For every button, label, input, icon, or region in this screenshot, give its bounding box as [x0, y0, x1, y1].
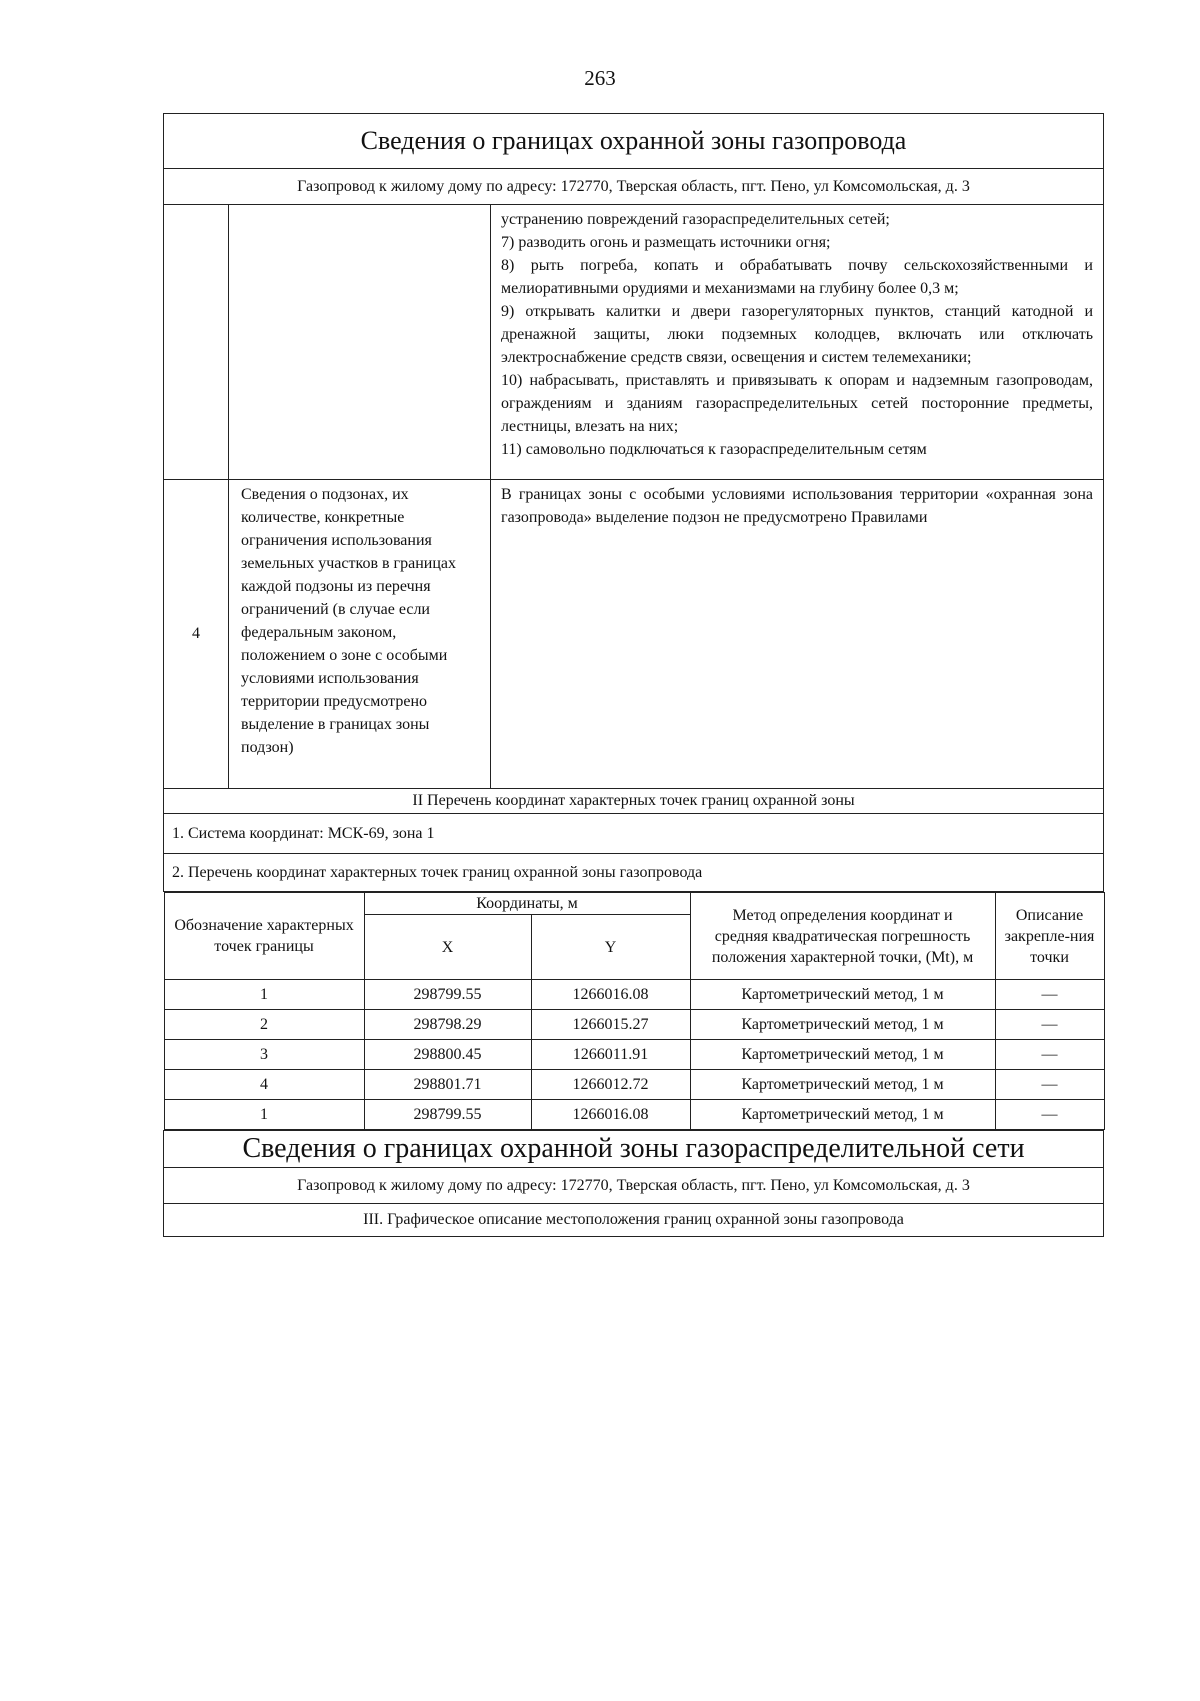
coordinates-table: [164, 892, 1105, 1130]
method: Картометрический метод, 1 м: [690, 1040, 995, 1070]
point-id: 3: [164, 1040, 364, 1070]
point-id: 1: [164, 1100, 364, 1130]
coord-y: 1266016.08: [531, 1100, 690, 1130]
restriction-item-8: 8) рыть погреба, копать и обрабатывать почву сельскохозяйственными и мелиоративными орудиями и механизмами на глубину более 0,3 м;: [501, 257, 1093, 297]
coords-table-wrapper: [164, 892, 1104, 1131]
row-name: Сведения о подзонах, их количестве, конкретные ограничения использования земельных участков в границах каждой подзоны из перечня ограничений (в случае если федеральным законом, положением о зоне с особыми условиями использования территории предусмотрено выделение в границах зоны подзон): [229, 480, 491, 789]
section-3-title: III. Графическое описание местоположения границ охранной зоны газопровода: [164, 1204, 1104, 1237]
row-value: В границах зоны с особыми условиями использования территории «охранная зона газопровода» выделение подзон не предусмотрено Правилами: [491, 480, 1104, 789]
method: Картометрический метод, 1 м: [690, 1070, 995, 1100]
coordinates-list-title: 2. Перечень координат характерных точек границ охранной зоны газопровода: [164, 854, 1104, 892]
col-header-x: X: [364, 915, 531, 980]
point-id: 4: [164, 1070, 364, 1100]
network-zone-address: Газопровод к жилому дому по адресу: 172770, Тверская область, пгт. Пено, ул Комсомольская, д. 3: [164, 1168, 1104, 1204]
table-row: [164, 1070, 1104, 1100]
coord-x: 298801.71: [364, 1070, 531, 1100]
restriction-text-line: устранению повреждений газораспределительных сетей;: [501, 211, 890, 228]
coord-y: 1266012.72: [531, 1070, 690, 1100]
col-header-description: Описание закрепле-ния точки: [995, 893, 1104, 980]
col-header-y: Y: [531, 915, 690, 980]
restriction-item-7: 7) разводить огонь и размещать источники огня;: [501, 234, 831, 251]
table-row: [164, 1010, 1104, 1040]
network-zone-title: Сведения о границах охранной зоны газораспределительной сети: [164, 1131, 1104, 1168]
method: Картометрический метод, 1 м: [690, 980, 995, 1010]
point-id: 1: [164, 980, 364, 1010]
row-number: 4: [164, 480, 229, 789]
empty-name-cell: [229, 205, 491, 480]
page-number: 263: [584, 66, 616, 90]
table-row: [164, 1040, 1104, 1070]
col-header-method: Метод определения координат и средняя квадратическая погрешность положения характерной точки, (Mt), м: [690, 893, 995, 980]
fixation: —: [995, 1040, 1104, 1070]
object-address: Газопровод к жилому дому по адресу: 172770, Тверская область, пгт. Пено, ул Комсомольская, д. 3: [164, 169, 1104, 205]
section-2-title: II Перечень координат характерных точек границ охранной зоны: [164, 789, 1104, 814]
empty-number-cell: [164, 205, 229, 480]
coord-x: 298799.55: [364, 980, 531, 1010]
restriction-item-9: 9) открывать калитки и двери газорегуляторных пунктов, станций катодной и дренажной защиты, люки подземных колодцев, включать или отключать электроснабжение средств связи, освещения и систем телемеханики;: [501, 303, 1093, 366]
fixation: —: [995, 980, 1104, 1010]
method: Картометрический метод, 1 м: [690, 1100, 995, 1130]
point-id: 2: [164, 1010, 364, 1040]
coordinate-system: 1. Система координат: МСК-69, зона 1: [164, 814, 1104, 854]
coord-y: 1266016.08: [531, 980, 690, 1010]
col-header-designation: Обозначение характерных точек границы: [164, 893, 364, 980]
document-table: [163, 113, 1104, 1237]
restrictions-continued: [491, 205, 1104, 480]
col-header-coordinates: Координаты, м: [364, 893, 690, 915]
table-row: [164, 1100, 1104, 1130]
coord-x: 298800.45: [364, 1040, 531, 1070]
coord-x: 298799.55: [364, 1100, 531, 1130]
coord-x: 298798.29: [364, 1010, 531, 1040]
fixation: —: [995, 1010, 1104, 1040]
page-title: Сведения о границах охранной зоны газопровода: [164, 114, 1104, 169]
fixation: —: [995, 1070, 1104, 1100]
coord-y: 1266011.91: [531, 1040, 690, 1070]
table-row: [164, 980, 1104, 1010]
method: Картометрический метод, 1 м: [690, 1010, 995, 1040]
restriction-item-11: 11) самовольно подключаться к газораспределительным сетям: [501, 441, 927, 458]
coord-y: 1266015.27: [531, 1010, 690, 1040]
fixation: —: [995, 1100, 1104, 1130]
restriction-item-10: 10) набрасывать, приставлять и привязывать к опорам и надземным газопроводам, ограждениям и зданиям газораспределительных сетей посторонние предметы, лестницы, влезать на них;: [501, 372, 1093, 435]
